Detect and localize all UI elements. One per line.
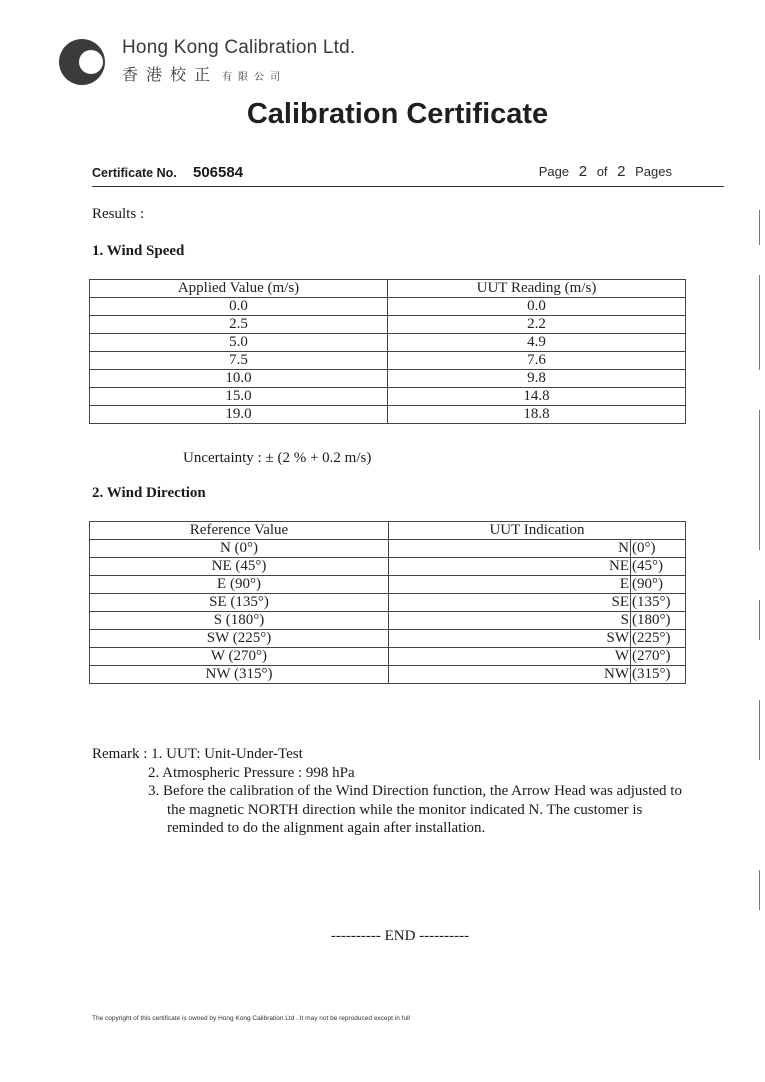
uut-degrees: (135°): [631, 594, 686, 612]
reference-value: N (0°): [90, 540, 389, 558]
page-indicator: [539, 163, 672, 180]
header-divider: [92, 186, 724, 187]
certificate-number: 506584: [193, 164, 244, 181]
page-of-label: of: [596, 164, 608, 179]
reference-value: E (90°): [90, 576, 389, 594]
uut-reading: 2.2: [388, 316, 686, 334]
applied-value: 5.0: [90, 334, 388, 352]
table-row: [90, 576, 686, 594]
reference-value: W (270°): [90, 648, 389, 666]
table-row: [90, 666, 686, 684]
scan-edge-line: [759, 700, 760, 760]
uut-degrees: (180°): [631, 612, 686, 630]
table-row: [90, 298, 686, 316]
remark-item: [92, 745, 712, 764]
column-header: Reference Value: [90, 522, 389, 540]
wind-speed-table: [89, 279, 686, 424]
reference-value: SE (135°): [90, 594, 389, 612]
uut-direction: E: [389, 576, 631, 594]
uut-reading: 14.8: [388, 388, 686, 406]
document-title: Calibration Certificate: [246, 98, 549, 130]
company-name-en: Hong Kong Calibration Ltd.: [122, 37, 356, 58]
remark-continuation: the magnetic NORTH direction while the monitor indicated N. The customer is: [167, 801, 643, 818]
page-label: Page: [538, 164, 570, 179]
uut-degrees: (0°): [631, 540, 686, 558]
table-row: [90, 594, 686, 612]
table-row: [90, 352, 686, 370]
reference-value: NE (45°): [90, 558, 389, 576]
scan-edge-line: [759, 210, 760, 245]
wind-direction-heading: 2. Wind Direction: [92, 485, 206, 501]
table-row: [90, 334, 686, 352]
table-row: [90, 316, 686, 334]
reference-value: SW (225°): [90, 630, 389, 648]
uut-direction: SW: [389, 630, 631, 648]
wind-speed-heading: 1. Wind Speed: [92, 243, 185, 259]
applied-value: 19.0: [90, 406, 388, 424]
remark-label: Remark :: [92, 746, 152, 762]
table-header-row: [90, 522, 686, 540]
scan-edge-line: [759, 600, 760, 640]
scan-edge-line: [759, 410, 760, 550]
certificate-number-label: Certificate No.: [92, 166, 177, 180]
uut-degrees: (315°): [631, 666, 686, 684]
wind-direction-table: [89, 521, 686, 684]
applied-value: 15.0: [90, 388, 388, 406]
results-label: Results :: [92, 206, 145, 222]
remark-item: 3. Before the calibration of the Wind Direction function, the Arrow Head was adjusted to: [148, 783, 682, 799]
uut-degrees: (225°): [631, 630, 686, 648]
uut-reading: 4.9: [388, 334, 686, 352]
copyright-notice: The copyright of this certificate is owned by Hong Kong Calibration Ltd . It may not be reproduced except in full: [92, 1015, 410, 1022]
remark-item: 2. Atmospheric Pressure : 998 hPa: [148, 764, 355, 781]
certificate-header-row: [92, 160, 724, 186]
remark-continuation: reminded to do the alignment again after installation.: [167, 820, 486, 836]
reference-value: NW (315°): [90, 666, 389, 684]
uut-degrees: (45°): [631, 558, 686, 576]
table-header-row: [90, 280, 686, 298]
uut-direction: NW: [389, 666, 631, 684]
company-name-zh: [122, 62, 286, 85]
table-row: [90, 630, 686, 648]
page-current: 2: [578, 163, 588, 180]
wind-speed-uncertainty: Uncertainty : ± (2 % + 0.2 m/s): [183, 450, 372, 466]
page-total: 2: [617, 163, 626, 180]
uut-direction: N: [389, 540, 631, 558]
remark-text: 1. UUT: Unit-Under-Test: [151, 746, 303, 762]
scan-edge-line: [759, 870, 760, 910]
end-marker: ---------- END ----------: [330, 928, 470, 944]
table-row: [90, 558, 686, 576]
uut-direction: W: [389, 648, 631, 666]
uut-reading: 9.8: [388, 370, 686, 388]
table-row: [90, 370, 686, 388]
uut-direction: S: [389, 612, 631, 630]
company-name-zh-main: 香港校正: [122, 65, 219, 84]
applied-value: 0.0: [90, 298, 388, 316]
table-row: [90, 612, 686, 630]
column-header: UUT Reading (m/s): [388, 280, 686, 298]
reference-value: S (180°): [90, 612, 389, 630]
table-row: [90, 540, 686, 558]
uut-degrees: (270°): [631, 648, 686, 666]
remarks-block: [92, 745, 712, 838]
company-name-zh-suffix: 有限公司: [222, 72, 287, 83]
table-row: [90, 388, 686, 406]
uut-reading: 18.8: [388, 406, 686, 424]
table-row: [90, 648, 686, 666]
uut-reading: 7.6: [388, 352, 686, 370]
applied-value: 2.5: [90, 316, 388, 334]
table-row: [90, 406, 686, 424]
column-header: Applied Value (m/s): [90, 280, 388, 298]
scan-edge-line: [759, 275, 760, 370]
applied-value: 7.5: [90, 352, 388, 370]
uut-degrees: (90°): [631, 576, 686, 594]
column-header: UUT Indication: [389, 522, 686, 540]
uut-direction: SE: [389, 594, 631, 612]
applied-value: 10.0: [90, 370, 388, 388]
uut-reading: 0.0: [388, 298, 686, 316]
crescent-logo-icon: [58, 38, 106, 86]
uut-direction: NE: [389, 558, 631, 576]
pages-label: Pages: [635, 164, 672, 179]
